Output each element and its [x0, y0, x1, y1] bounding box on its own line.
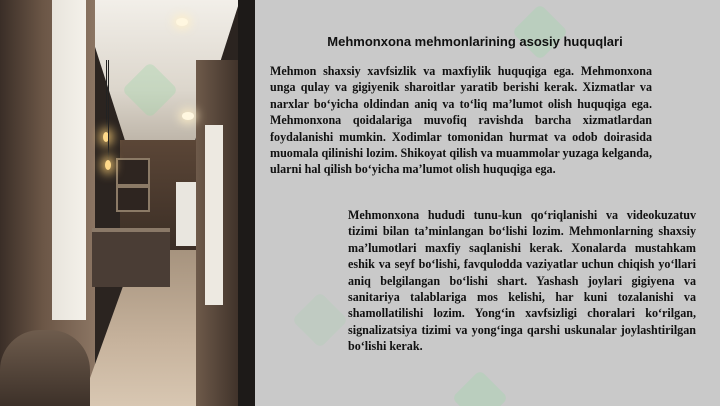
watermark-logo	[452, 370, 509, 406]
photo-armchair	[0, 330, 90, 406]
photo-lamp-cord	[106, 60, 107, 132]
photo-divider	[238, 0, 255, 406]
photo-wall-picture	[116, 186, 150, 212]
watermark-logo	[292, 292, 349, 349]
rights-paragraph: Mehmon shaxsiy xavfsizlik va maxfiylik huquqiga ega. Mehmonxona unga qulay va gigiyenik sharoitlar yaratib berishi kerak. Xizmatlar va narxlar bo‘yicha oldindan aniq va to‘liq ma’lumot olish huquqiga ega. Mehmonxona qoidalariga muvofiq ravishda barcha xizmatlardan foydalanishi mumkin. Xodimlar tomonidan hurmat va odob doirasida muomala qilinishi lozim. Shikoyat qilish va muammolar yuzaga kelganda, ularni hal qilish bo‘yicha ma’lumot olish huquqiga ega.	[270, 64, 652, 177]
hotel-corridor-photo	[0, 0, 240, 406]
photo-end-door	[176, 182, 196, 246]
photo-left-door	[52, 0, 86, 320]
photo-pendant-lamp	[105, 160, 111, 170]
photo-ceiling-light	[176, 18, 188, 26]
photo-lamp-cord	[108, 60, 109, 160]
photo-bench	[92, 228, 170, 287]
watermark-logo	[512, 4, 569, 61]
photo-ceiling-light	[182, 112, 194, 120]
security-paragraph: Mehmonxona hududi tunu-kun qo‘riqlanishi va videokuzatuv tizimi bilan ta’minlangan bo‘lishi lozim. Mehmonlarning shaxsiy ma’lumotlari maxfiy saqlanishi kerak. Xonalarda mustahkam eshik va seyf bo‘lishi, favqulodda vaziyatlar uchun chiqish yo‘llari aniq belgilangan bo‘lishi shart. Yashash joylari gigiyena va sanitariya talablariga mos kelishi, har kuni tozalanishi va shamollatilishi lozim. Yong‘in xavfsizligi choralari ko‘rilgan, signalizatsiya tizimi va yong‘inga qarshi uskunalar joylashtirilgan bo‘lishi kerak.	[348, 208, 696, 354]
photo-right-door	[205, 125, 223, 305]
slide-title: Mehmonxona mehmonlarining asosiy huquqlari	[327, 34, 623, 49]
photo-wall-picture	[116, 158, 150, 186]
